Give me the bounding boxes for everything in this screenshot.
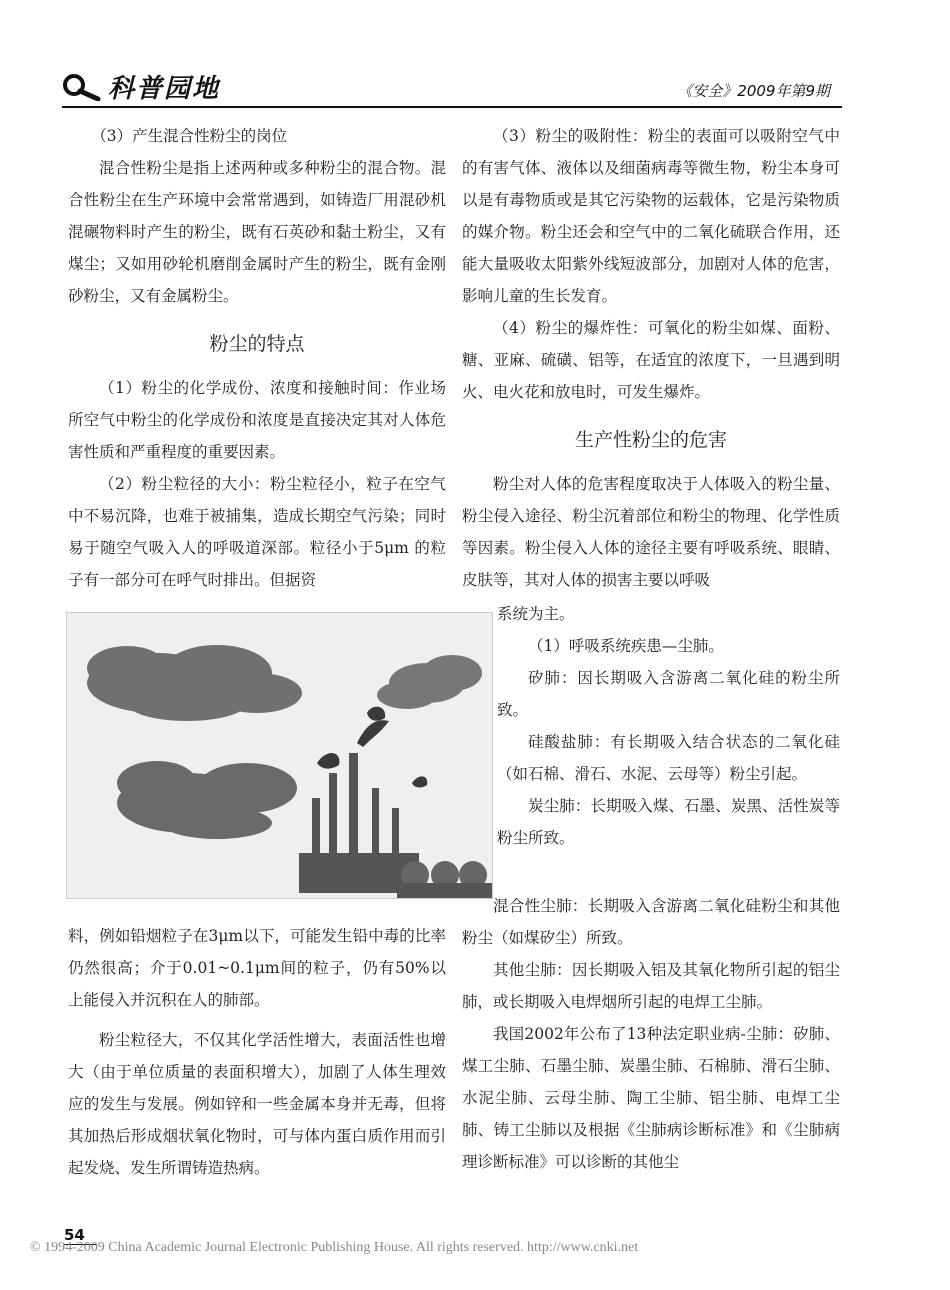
section-heading-hazards: 生产性粉尘的危害 <box>574 429 727 451</box>
paragraph: （3）粉尘的吸附性：粉尘的表面可以吸附空气中的有害气体、液体以及细菌病毒等微生物，粉尘本身可以是有毒物质或是其它污染物的运载体，它是污染物质的媒介物。粉尘还会和空气中的二氧化硫联合作用，还能大量吸收太阳紫外线短波部分，加剧对人体的危害，影响儿童的生长发育。 <box>462 127 840 305</box>
paragraph: 混合性粉尘是指上述两种或多种粉尘的混合物。混合性粉尘在生产环境中会常常遇到，如铸造厂用混砂机混碾物料时产生的粉尘，既有石英砂和黏土粉尘，又有煤尘；又如用砂轮机磨削金属时产生的粉尘，既有金刚砂粉尘，又有金属粉尘。 <box>68 159 446 305</box>
section-title: 科普园地 <box>108 74 221 104</box>
paragraph: 炭尘肺：长期吸入煤、石墨、炭黑、活性炭等粉尘所致。 <box>497 797 840 847</box>
journal-issue: 《安全》2009年第9期 <box>677 82 830 100</box>
paragraph: （4）粉尘的爆炸性：可氧化的粉尘如煤、面粉、糖、亚麻、硫磺、铝等，在适宜的浓度下，一旦遇到明火、电火花和放电时，可发生爆炸。 <box>462 319 840 401</box>
illustration-svg <box>67 613 492 898</box>
section-heading-characteristics: 粉尘的特点 <box>209 333 305 355</box>
right-column-top <box>462 120 840 596</box>
section-logo <box>62 68 220 105</box>
header-divider <box>62 106 842 108</box>
right-column-narrow <box>497 598 840 854</box>
copyright-notice: © 1994-2009 China Academic Journal Electronic Publishing House. All rights reserved. http://www.cnki.net <box>30 1240 639 1255</box>
magnifier-icon <box>62 73 102 101</box>
paragraph: （2）粉尘粒径的大小：粉尘粒径小，粒子在空气中不易沉降，也难于被捕集，造成长期空气污染；同时易于随空气吸入人的呼吸道深部。粒径小于5μm 的粒子有一部分可在呼气时排出。但据资 <box>68 475 446 589</box>
factory-pollution-illustration <box>66 612 493 899</box>
left-column-top <box>68 120 446 596</box>
page-number: 54 <box>64 1226 85 1244</box>
right-column-bottom <box>462 890 840 1178</box>
paragraph: 其他尘肺：因长期吸入铝及其氧化物所引起的铝尘肺，或长期吸入电焊烟所引起的电焊工尘肺。 <box>462 961 840 1011</box>
paragraph: （1）粉尘的化学成份、浓度和接触时间：作业场所空气中粉尘的化学成份和浓度是直接决定其对人体危害性质和严重程度的重要因素。 <box>68 379 446 461</box>
paragraph: 料，例如铅烟粒子在3μm以下，可能发生铅中毒的比率仍然很高；介于0.01~0.1μm间的粒子，仍有50%以上能侵入并沉积在人的肺部。 <box>68 927 446 1009</box>
paragraph: 系统为主。 <box>497 605 575 623</box>
paragraph: 矽肺：因长期吸入含游离二氧化硅的粉尘所致。 <box>497 669 840 719</box>
paragraph: （3）产生混合性粉尘的岗位 <box>91 127 288 145</box>
paragraph: 硅酸盐肺：有长期吸入结合状态的二氧化硅（如石棉、滑石、水泥、云母等）粉尘引起。 <box>497 733 840 783</box>
paragraph: （1）呼吸系统疾患—尘肺。 <box>528 637 724 655</box>
left-column-bottom <box>68 920 446 1184</box>
paragraph: 粉尘对人体的危害程度取决于人体吸入的粉尘量、粉尘侵入途径、粉尘沉着部位和粉尘的物理、化学性质等因素。粉尘侵入人体的途径主要有呼吸系统、眼睛、皮肤等，其对人体的损害主要以呼吸 <box>462 475 840 589</box>
paragraph: 粉尘粒径大，不仅其化学活性增大，表面活性也增大（由于单位质量的表面积增大），加剧了人体生理效应的发生与发展。例如锌和一些金属本身并无毒，但将其加热后形成烟状氧化物时，可与体内蛋白质作用而引起发烧、发生所谓铸造热病。 <box>68 1031 446 1177</box>
paragraph: 混合性尘肺：长期吸入含游离二氧化硅粉尘和其他粉尘（如煤矽尘）所致。 <box>462 897 840 947</box>
paragraph: 我国2002年公布了13种法定职业病-尘肺：矽肺、煤工尘肺、石墨尘肺、炭墨尘肺、石棉肺、滑石尘肺、水泥尘肺、云母尘肺、陶工尘肺、铝尘肺、电焊工尘肺、铸工尘肺以及根据《尘肺病诊断标准》和《尘肺病理诊断标准》可以诊断的其他尘 <box>462 1025 840 1171</box>
